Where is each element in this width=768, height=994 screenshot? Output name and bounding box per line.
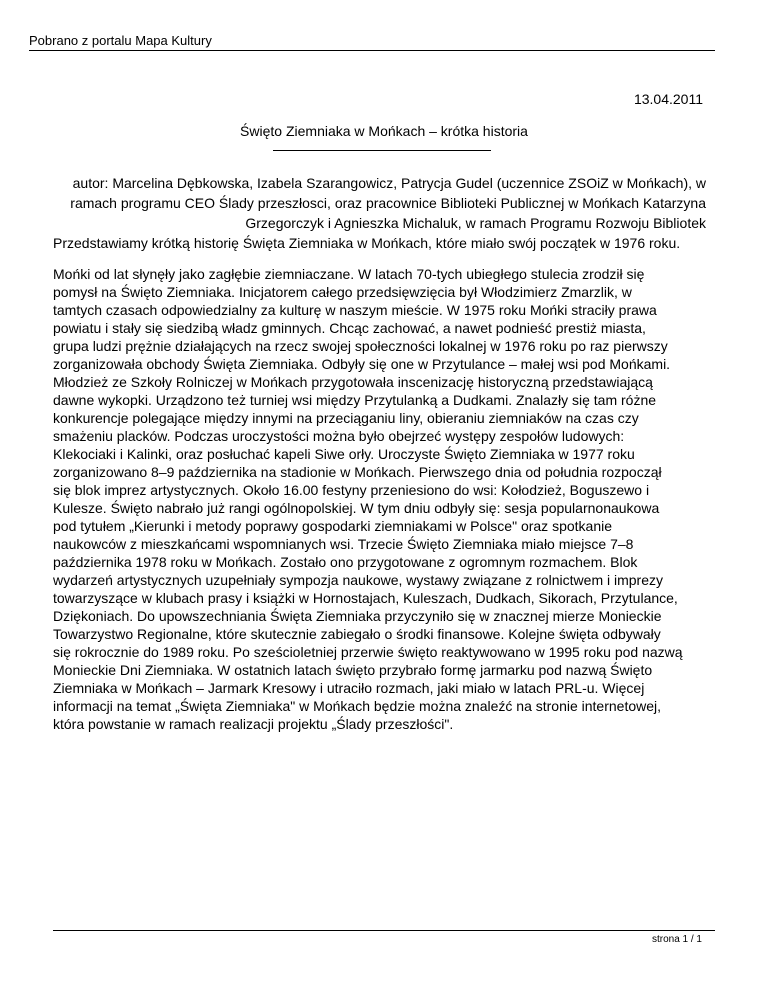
document-date: 13.04.2011: [633, 91, 703, 107]
authors-line: Grzegorczyk i Agnieszka Michaluk, w ramach Programu Rozwoju Bibliotek: [245, 215, 706, 231]
paragraph-line: Kulesze. Święto nabrało już rangi ogólnopolskiej. W tym dniu odbyły się: sesja popularnonaukowa: [53, 500, 660, 516]
paragraph-line: Klekociaki i Kalinki, oraz posłuchać kapeli Siwe orły. Uroczyste Święto Ziemniaka w 1977 roku: [53, 446, 635, 462]
header-divider: [29, 50, 715, 51]
paragraph-line: smażeniu placków. Podczas uroczystości można było obejrzeć występy zespołów ludowych:: [53, 428, 625, 444]
authors-line: autor: Marcelina Dębkowska, Izabela Szarangowicz, Patrycja Gudel (uczennice ZSOiZ w Mońkach), w: [72, 175, 706, 191]
paragraph-line: się blok imprez artystycznych. Około 16.00 festyny przeniesiono do wsi: Kołodzież, Boguszewo i: [53, 482, 650, 498]
paragraph-line: powiatu i stały się siedzibą władz gminnych. Chcąc zachować, a nawet podnieść prestiż miasta,: [53, 320, 646, 336]
paragraph-line: towarzyszące w klubach prasy i książki w Hornostajach, Kuleszach, Dudkach, Sikorach, Przytulance,: [53, 590, 678, 606]
paragraph-line: zorganizowano 8–9 października na stadionie w Mońkach. Pierwszego dnia od południa rozpoczął: [53, 464, 662, 480]
paragraph-line: Monieckie Dni Ziemniaka. W ostatnich latach święto przybrało formę jarmarku pod nazwą Święto: [53, 662, 653, 678]
page-number: strona 1 / 1: [651, 934, 702, 945]
paragraph-line: konkurencje polegające między innymi na przeciąganiu liny, obieraniu ziemniaków na czas czy: [53, 410, 639, 426]
paragraph-line: zorganizowała obchody Święta Ziemniaka. Odbyły się one w Przytulance – małej wsi pod Mońkami.: [53, 356, 671, 372]
paragraph-line: która powstanie w ramach realizacji projektu „Ślady przeszłości".: [53, 716, 454, 732]
title-underline: [273, 150, 491, 151]
paragraph-line: pomysł na Święto Ziemniaka. Inicjatorem całego przedsięwzięcia był Włodzimierz Zmarzlik, w: [53, 284, 632, 300]
paragraph-line: grupa ludzi prężnie działających na rzecz swojej społeczności lokalnej w 1976 roku po raz pierwszy: [53, 338, 668, 354]
paragraph-line: Dziękoniach. Do upowszechniania Święta Ziemniaka przyczyniło się w znacznej mierze Monieckie: [53, 608, 662, 624]
paragraph-line: wydarzeń artystycznych uzupełniały sympozja naukowe, wystawy związane z rolnictwem i imprezy: [53, 572, 664, 588]
document-title: Święto Ziemniaka w Mońkach – krótka historia: [240, 123, 528, 139]
footer-divider: [53, 930, 715, 931]
history-paragraph: [53, 265, 717, 733]
authors-block: [40, 173, 706, 233]
paragraph-line: naukowców z mieszkańcami wspomnianych wsi. Trzecie Święto Ziemniaka miało miejsce 7–8: [53, 536, 634, 552]
paragraph-line: Towarzystwo Regionalne, które skutecznie zabiegało o środki finansowe. Kolejne święta odbywały: [53, 626, 661, 642]
paragraph-line: tamtych czasach odpowiedzialny za kulturę w naszym mieście. W 1975 roku Mońki straciły prawa: [53, 302, 657, 318]
paragraph-line: października 1978 roku w Mońkach. Zostało ono przygotowane z ogromnym rozmachem. Blok: [53, 554, 638, 570]
paragraph-line: Młodzież ze Szkoły Rolniczej w Mońkach przygotowała inscenizację historyczną przedstawiającą: [53, 374, 653, 390]
paragraph-line: dawne wykopki. Urządzono też turniej wsi między Przytulanką a Dudkami. Znalazły się tam różne: [53, 392, 657, 408]
paragraph-line: informacji na temat „Święta Ziemniaka" w Mońkach będzie można znaleźć na stronie internetowej,: [53, 698, 662, 714]
intro-paragraph: Przedstawiamy krótką historię Święta Ziemniaka w Mońkach, które miało swój początek w 1976 roku.: [53, 235, 681, 251]
authors-line: ramach programu CEO Ślady przeszłosci, oraz pracownice Biblioteki Publicznej w Mońkach Katarzyna: [70, 195, 706, 211]
paragraph-line: Ziemniaka w Mońkach – Jarmark Kresowy i utraciło rozmach, jaki miało w latach PRL-u. Więcej: [53, 680, 645, 696]
portal-source-header: Pobrano z portalu Mapa Kultury: [29, 33, 212, 48]
paragraph-line: Mońki od lat słynęły jako zagłębie ziemniaczane. W latach 70-tych ubiegłego stulecia zrodził się: [53, 266, 645, 282]
paragraph-line: się rokrocznie do 1989 roku. Po sześcioletniej przerwie święto reaktywowano w 1995 roku pod nazwą: [53, 644, 683, 660]
paragraph-line: pod tytułem „Kierunki i metody poprawy gospodarki ziemniakami w Polsce" oraz spotkanie: [53, 518, 613, 534]
